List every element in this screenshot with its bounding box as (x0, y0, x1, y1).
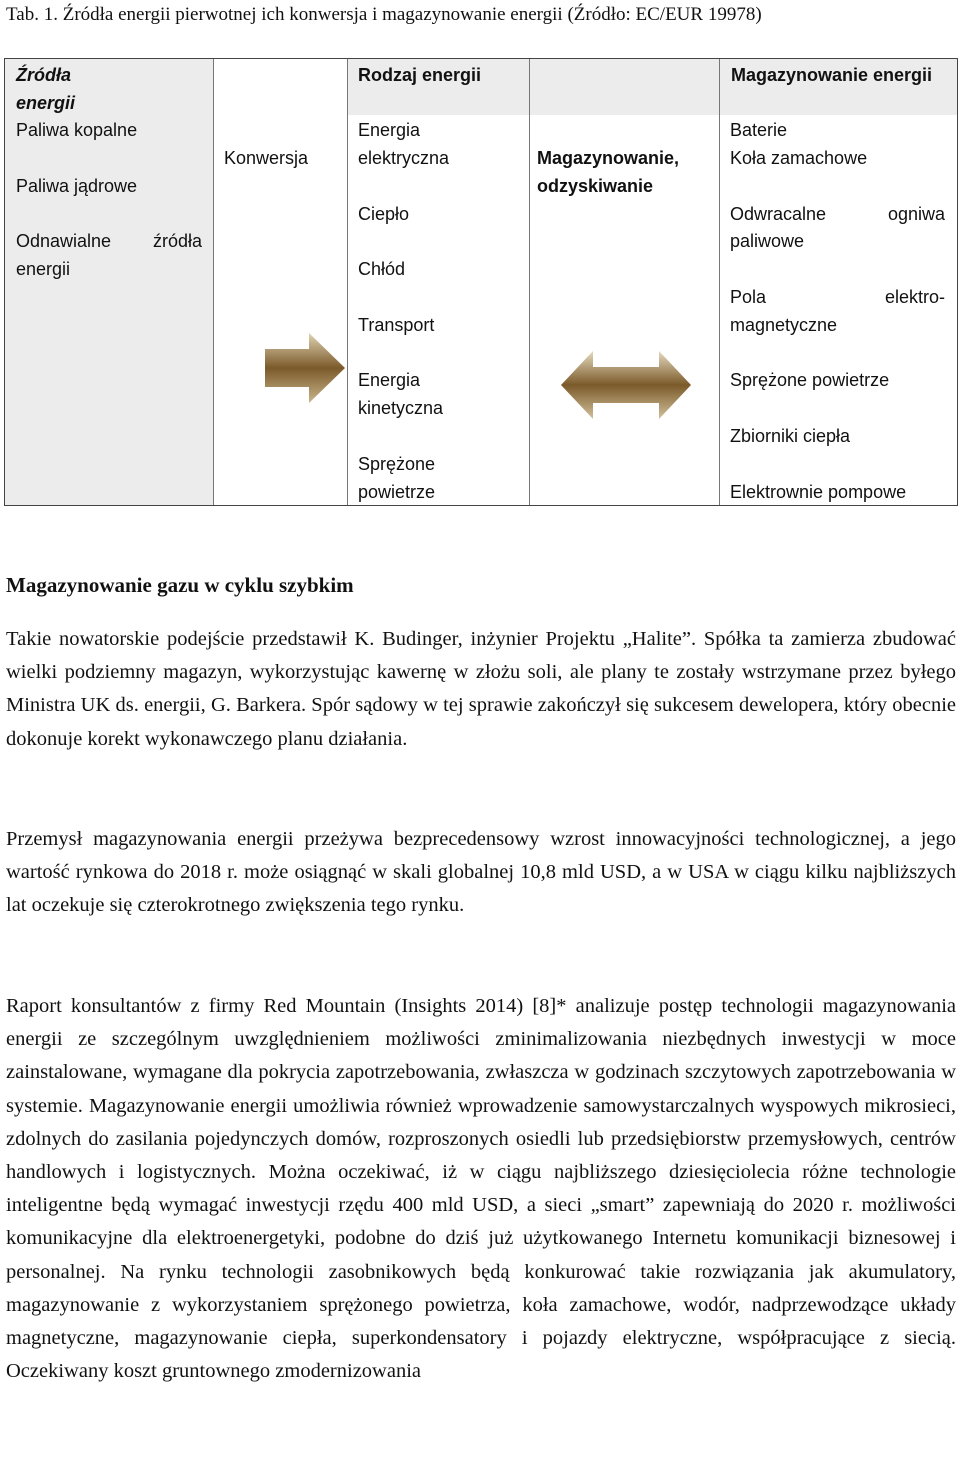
energy-type-item: Energia (358, 120, 421, 140)
energy-type-item: kinetyczna (358, 398, 444, 418)
source-item-renewable (16, 227, 202, 255)
energy-type-item: elektryczna (358, 148, 450, 168)
double-arrow-icon (559, 349, 693, 421)
storage-item: Sprężone powietrze (730, 370, 890, 390)
source-item: Paliwa kopalne (16, 120, 138, 140)
source-item: Paliwa jądrowe (16, 176, 138, 196)
section-heading: Magazynowanie gazu w cyklu szybkim (6, 573, 354, 597)
storage-recovery-column (530, 59, 720, 505)
energy-type-item: Sprężone (358, 454, 436, 474)
sources-header-1: Źródła (16, 65, 72, 85)
sources-header-2: energii (16, 93, 76, 113)
energy-type-item: Transport (358, 315, 435, 335)
storage-recovery-label: Magazynowanie, (537, 148, 680, 168)
right-arrow-icon (263, 331, 347, 405)
energy-table (4, 58, 958, 506)
storage-item-em-fields (730, 283, 945, 311)
storage-word: elektro- (884, 287, 945, 307)
energy-type-item: powietrze (358, 482, 436, 502)
energy-type-item: Ciepło (358, 204, 410, 224)
paragraph: Raport konsultantów z firmy Red Mountain (Insights 2014) [8]* analizuje postęp technologii magazynowania energii ze szczególnym uwzględnieniem możliwości zminimalizowania niezbędnych inwestycji w moce zainstalowane, wymagane dla pokrycia zapotrzebowania, zwłaszcza w godzinach szczytowych zapotrzebowania w systemie. Magazynowanie energii umożliwia również wprowadzenie samowystarczalnych wyspowych mikrosieci, zdolnych do zasilania pojedynczych domów, rozproszonych osiedli lub przedsiębiorstw przemysłowych, centrów handlowych i logistycznych. Można oczekiwać, iż w ciągu najbliższego dziesięciolecia różne technologie inteligentne będą wymagać inwestycji rzędu 400 mld USD, a sieci „smart” zapewniają do 2020 r. możliwości komunikacyjne dla elektroenergetyki, podobne do dziś już użytkowanego Internetu komunikacji biznesowej i personalnej. Na rynku technologii zasobnikowych będą konkurować takie rozwiązania jak akumulatory, magazynowanie z wykorzystaniem sprężonego powietrza, koła zamachowe, wodór, nadprzewodzące układy magnetyczne, magazynowanie ciepła, superkondensatory i pojazdy elektryczne, współpracujące z siecią. Oczekiwany koszt gruntownego zmodernizowania (6, 995, 956, 1383)
paragraph: Takie nowatorskie podejście przedstawił K. Budinger, inżynier Projektu „Halite”. Spółka ta zamierza zbudować wielki podziemny magazyn, wykorzystując kawernę w złożu soli, ale plany te zostały wstrzymane przez byłego Ministra UK ds. energii, G. Barkera. Spór sądowy w tej sprawie zakończył się sukcesem dewelopera, który obecnie dokonuje korekt wykonawczego planu działania. (6, 628, 956, 750)
storage-word: paliwowe (730, 231, 805, 251)
storage-item: Elektrownie pompowe (730, 482, 907, 502)
paragraph: Przemysł magazynowania energii przeżywa bezprecedensowy wzrost innowacyjności technologicznej, a jego wartość rynkowa do 2018 r. może osiągnąć w skali globalnej 10,8 mld USD, a w USA w ciągu kilku najbliższych lat oczekuje się czterokrotnego zwiększenia tego rynku. (6, 828, 956, 917)
storage-item: Zbiorniki ciepła (730, 426, 851, 446)
source-word: Odnawialne (16, 231, 112, 251)
storage-item: Baterie (730, 120, 788, 140)
storage-recovery-label: odzyskiwanie (537, 176, 654, 196)
storage-item-fuel-cells (730, 200, 945, 228)
storage-word: Pola (730, 287, 767, 307)
storage-header: Magazynowanie energii (731, 65, 933, 85)
conversion-label: Konwersja (224, 148, 309, 168)
source-word: energii (16, 259, 71, 279)
energy-type-item: Chłód (358, 259, 406, 279)
storage-word: magnetyczne (730, 315, 838, 335)
energy-type-item: Energia (358, 370, 421, 390)
conversion-column (214, 59, 348, 505)
source-word: źródła (152, 231, 202, 251)
storage-word: Odwracalne (730, 204, 827, 224)
table-caption: Tab. 1. Źródła energii pierwotnej ich konwersja i magazynowanie energii (Źródło: EC/EUR 19978) (6, 4, 762, 25)
storage-word: ogniwa (887, 204, 945, 224)
energy-type-header: Rodzaj energii (358, 65, 482, 85)
storage-item: Koła zamachowe (730, 148, 868, 168)
